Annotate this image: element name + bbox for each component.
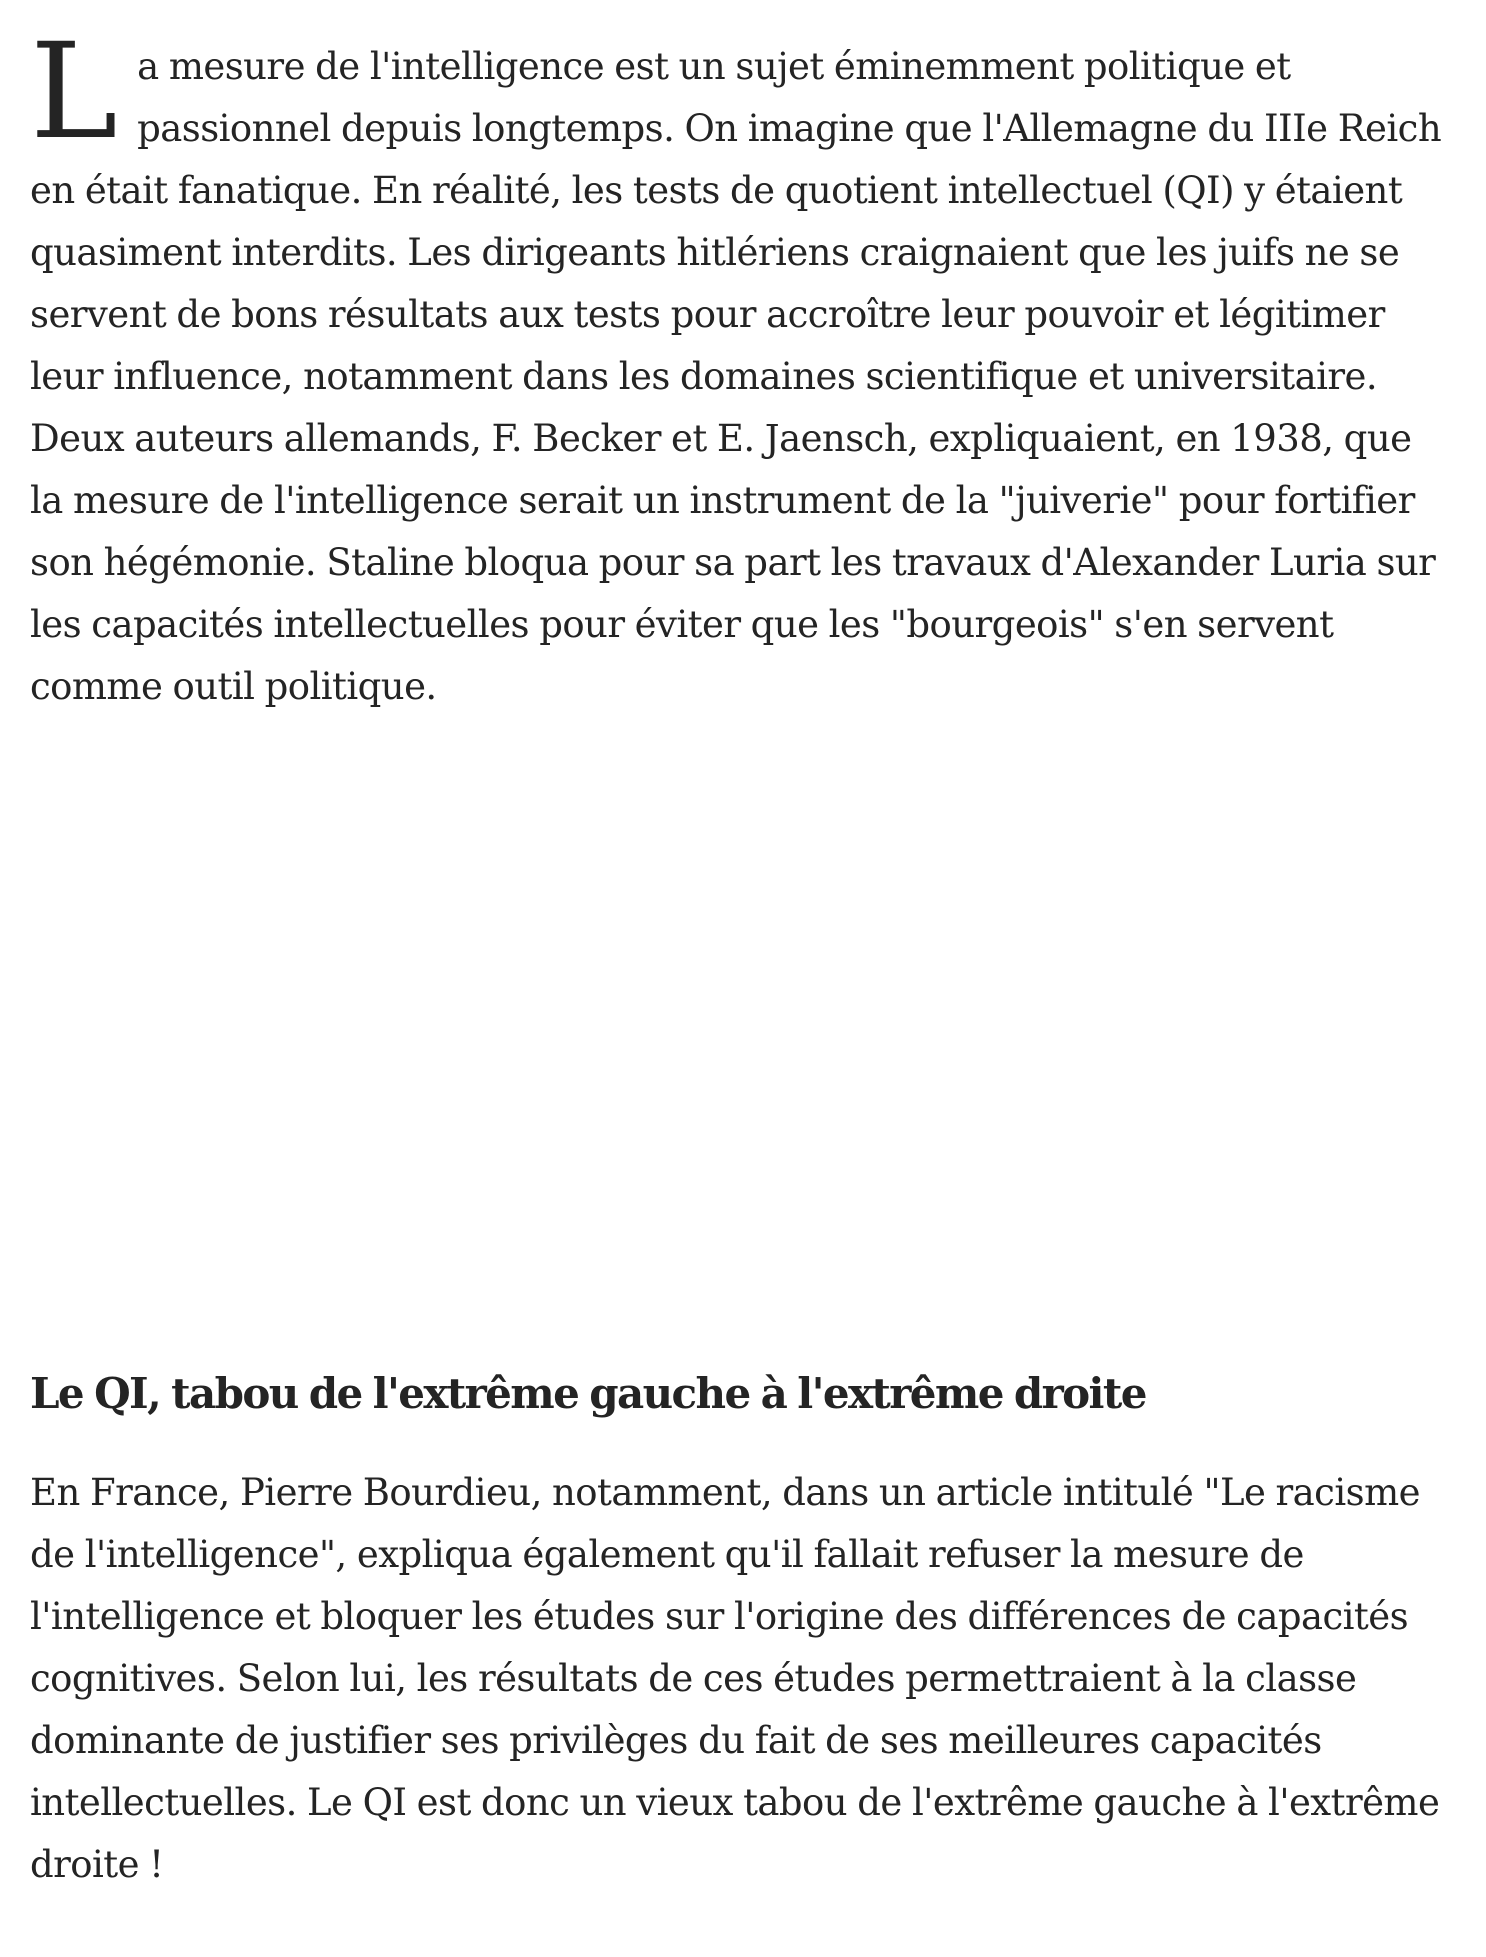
embed-placeholder-space	[30, 718, 1450, 1364]
article-body	[30, 15, 1450, 1896]
intro-paragraph-text: a mesure de l'intelligence est un sujet éminemment politique et passionnel depuis longtemps. On imagine que l'Allemagne du IIIe Reich en était fanatique. En réalité, les tests de quotient intellectuel (QI) y étaient quasiment interdits. Les dirigeants hitlériens craignaient que les juifs ne se servent de bons résultats aux tests pour accroître leur pouvoir et légitimer leur influence, notamment dans les domaines scientifique et universitaire. Deux auteurs allemands, F. Becker et E. Jaensch, expliquaient, en 1938, que la mesure de l'intelligence serait un instrument de la "juiverie" pour fortifier son hégémonie. Staline bloqua pour sa part les travaux d'Alexander Luria sur les capacités intellectuelles pour éviter que les "bourgeois" s'en servent comme outil politique.	[30, 45, 1442, 708]
intro-paragraph	[30, 15, 1450, 718]
section-heading: Le QI, tabou de l'extrême gauche à l'extrême droite	[30, 1369, 1146, 1418]
drop-cap: L	[30, 15, 118, 169]
second-paragraph: En France, Pierre Bourdieu, notamment, dans un article intitulé "Le racisme de l'intelligence", expliqua également qu'il fallait refuser la mesure de l'intelligence et bloquer les études sur l'origine des différences de capacités cognitives. Selon lui, les résultats de ces études permettraient à la classe dominante de justifier ses privilèges du fait de ses meilleures capacités intellectuelles. Le QI est donc un vieux tabou de l'extrême gauche à l'extrême droite !	[30, 1471, 1440, 1886]
